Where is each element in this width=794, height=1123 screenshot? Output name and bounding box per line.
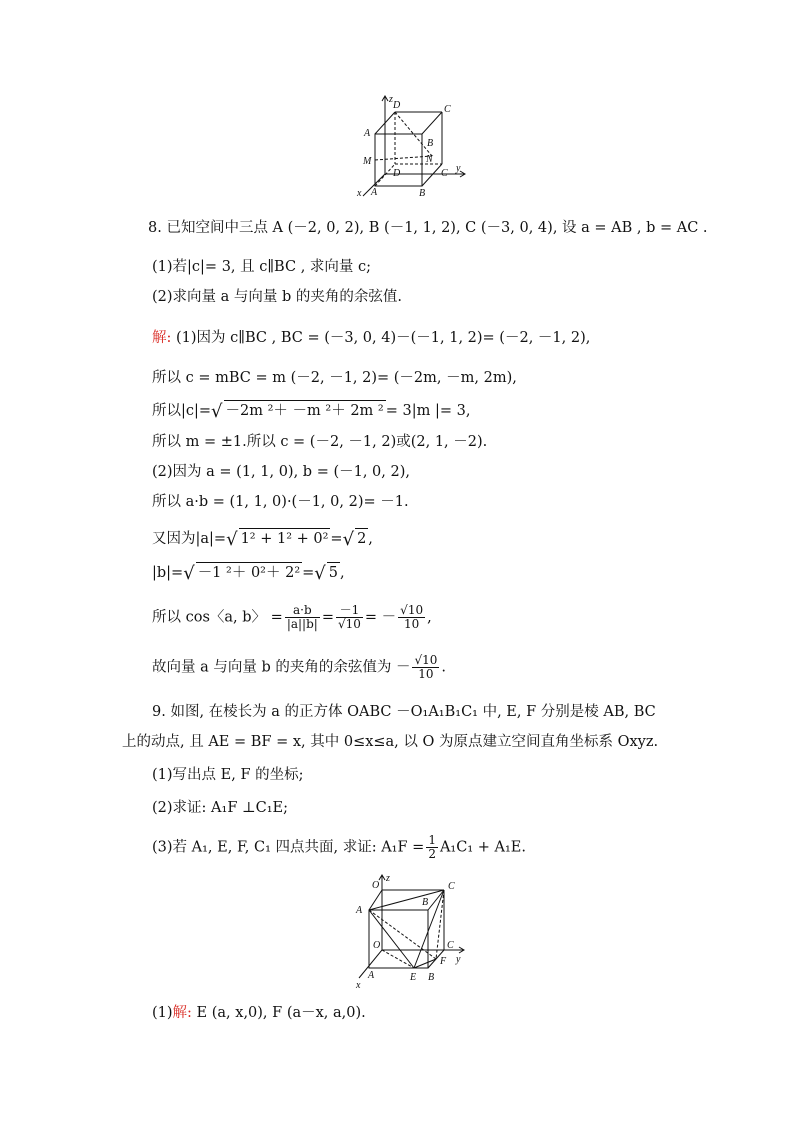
q9-part1: (1)写出点 E, F 的坐标;	[152, 767, 304, 783]
q8-solution-8: |b|=√ －1 ²＋ 0²＋ 2² =√ 5 ,	[152, 563, 345, 584]
fig2-label-y: y	[456, 954, 461, 965]
q8-solution-9: 所以 cos〈a, b〉 = $\frac{a\cdot b}{|a||b|}$ = $\frac{-1}{√10}$ = － $\frac{√10}{10}$ ,	[152, 603, 432, 631]
fig1-label-a1: A	[364, 128, 371, 139]
q8-solution-2: 所以 c = mBC = m (－2, －1, 2)= (－2m, －m, 2m),	[152, 370, 517, 386]
fig1-label-b1: B	[427, 138, 434, 149]
q9-part2: (2)求证: A₁F ⊥C₁E;	[152, 800, 289, 816]
fig1-label-c1: C	[444, 104, 451, 115]
fig1-label-d: D	[393, 168, 401, 179]
q8-solution-6: 所以 a·b = (1, 1, 0)·(－1, 0, 2)= －1.	[152, 494, 409, 510]
q8-solution-7: 又因为|a|=√ 1² + 1² + 0² =√ 2 ,	[152, 529, 373, 550]
q8-part2: (2)求向量 a 与向量 b 的夹角的余弦值.	[152, 289, 403, 305]
fig1-label-a: A	[371, 187, 378, 198]
fig1-label-c: C	[441, 168, 448, 179]
q8-solution-5: (2)因为 a = (1, 1, 0), b = (－1, 0, 2),	[152, 464, 410, 480]
fig2-label-c1: C	[448, 881, 455, 892]
fig1-label-z: z	[389, 94, 393, 105]
fig1-label-x: x	[357, 188, 362, 199]
fig2-label-a: A	[368, 970, 375, 981]
q9-solution-1: (1)解: E (a, x,0), F (a－x, a,0).	[152, 1005, 366, 1021]
fig2-label-b: B	[428, 972, 435, 983]
figure-cube-1	[355, 92, 480, 200]
fig1-label-n: N	[426, 154, 433, 165]
fig2-label-c: C	[447, 940, 454, 951]
q8-solution-10: 故向量 a 与向量 b 的夹角的余弦值为 － $\frac{√10}{10}$ .	[152, 653, 447, 681]
q8-part1: (1)若|c|= 3, 且 c∥BC , 求向量 c;	[152, 259, 372, 275]
q9-stem-2: 上的动点, 且 AE = BF = x, 其中 0≤x≤a, 以 O 为原点建立空间直角坐标系 Oxyz.	[122, 734, 659, 750]
q8-solution-1: 解: (1)因为 c∥BC , BC = (－3, 0, 4)－(－1, 1, 2)= (－2, －1, 2),	[152, 330, 591, 346]
fig2-label-b1: B	[422, 897, 429, 908]
fig2-label-e: E	[410, 972, 417, 983]
q9-stem-1: 9. 如图, 在棱长为 a 的正方体 OABC －O₁A₁B₁C₁ 中, E, F 分别是棱 AB, BC	[152, 704, 656, 720]
q8-solution-4: 所以 m = ±1.所以 c = (－2, －1, 2)或(2, 1, －2).	[152, 434, 488, 450]
fig2-label-o1: O	[372, 880, 380, 891]
figure-cube-2	[352, 872, 472, 990]
q8-solution-3: 所以|c|=√ －2m ²＋ －m ²＋ 2m ² = 3|m |= 3,	[152, 401, 471, 422]
fig2-label-z: z	[386, 873, 390, 884]
solution-label: 解:	[172, 1005, 192, 1021]
fig2-label-f: F	[440, 956, 447, 967]
fig2-label-a1: A	[356, 905, 363, 916]
q8-stem: 8. 已知空间中三点 A (－2, 0, 2), B (－1, 1, 2), C (－3, 0, 4), 设 a = AB , b = AC .	[148, 220, 708, 236]
q9-part3: (3)若 A₁, E, F, C₁ 四点共面, 求证: A₁F = $\frac{1}{2}$ A₁C₁ + A₁E.	[152, 833, 526, 861]
fig2-label-o: O	[373, 940, 381, 951]
solution-label: 解:	[152, 330, 172, 346]
fig2-label-x: x	[356, 980, 361, 990]
fig1-label-m: M	[363, 156, 372, 167]
fig1-label-y: y	[456, 163, 461, 174]
fig1-label-b: B	[419, 188, 426, 199]
fig1-label-d1: D	[393, 100, 401, 111]
